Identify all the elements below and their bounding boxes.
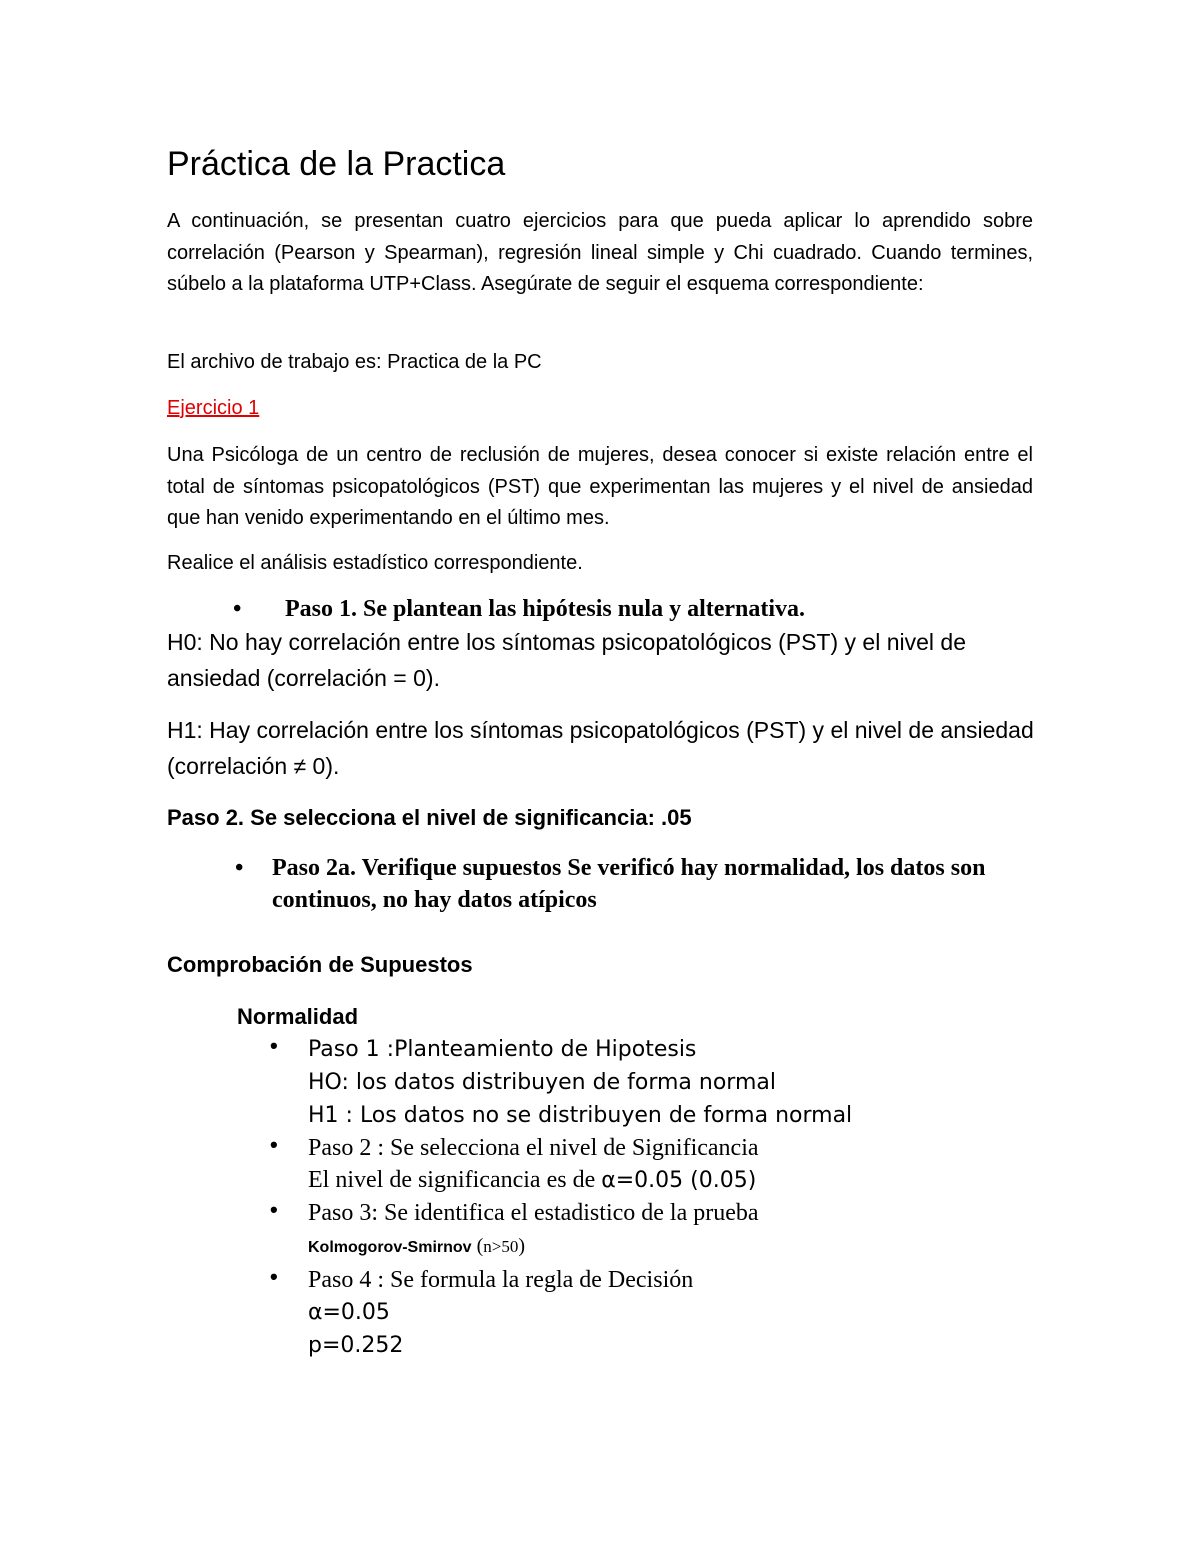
bullet-icon: •	[233, 596, 242, 622]
step-item	[270, 1264, 1068, 1362]
step4-alpha: α=0.05	[308, 1300, 390, 1325]
test-cond-close: )	[518, 1235, 525, 1257]
step3-test	[308, 1229, 1068, 1264]
page-title: Práctica de la Practica	[167, 145, 506, 183]
archivo-line: El archivo de trabajo es: Practica de la PC	[167, 351, 542, 373]
comprobacion-heading: Comprobación de Supuestos	[167, 952, 473, 977]
paso2a-bullet	[235, 852, 1012, 916]
step2-alpha-value: α=0.05 (0.05)	[601, 1168, 757, 1193]
bullet-icon: •	[270, 1197, 278, 1222]
normalidad-steps	[270, 1033, 1068, 1362]
bullet-icon: •	[270, 1264, 278, 1289]
bullet-icon: •	[270, 1132, 278, 1157]
step2-title: Paso 2 : Se selecciona el nivel de Significancia	[308, 1135, 759, 1161]
bullet-icon: •	[235, 855, 244, 881]
step2-significance	[308, 1164, 1068, 1197]
step4-p-value: p=0.252	[308, 1333, 404, 1358]
ejercicio-statement: Una Psicóloga de un centro de reclusión de mujeres, desea conocer si existe relación entre el total de síntomas psicopatológicos (PST) que experimentan las mujeres y el nivel de ansiedad que han venido experimentando en el último mes.	[167, 444, 1033, 529]
normalidad-heading: Normalidad	[237, 1004, 359, 1029]
step4-title: Paso 4 : Se formula la regla de Decisión	[308, 1267, 694, 1293]
step2-prefix: El nivel de significancia es de	[308, 1167, 602, 1193]
paso1-text: Paso 1. Se plantean las hipótesis nula y alternativa.	[285, 596, 806, 622]
paso2a-text: Paso 2a. Verifique supuestos Se verificó hay normalidad, los datos son continuos, no hay datos atípicos	[272, 855, 986, 913]
test-name: Kolmogorov-Smirnov	[308, 1239, 472, 1256]
step1-h0: HO: los datos distribuyen de forma normal	[308, 1070, 776, 1095]
step-item	[270, 1033, 1068, 1132]
intro-paragraph: A continuación, se presentan cuatro ejercicios para que pueda aplicar lo aprendido sobre correlación (Pearson y Spearman), regresión lineal simple y Chi cuadrado. Cuando termines, súbelo a la plataforma UTP+Class. Asegúrate de seguir el esquema correspondiente:	[167, 210, 1033, 295]
h0-hypothesis: H0: No hay correlación entre los síntomas psicopatológicos (PST) y el nivel de ansiedad (correlación = 0).	[167, 629, 966, 691]
step1-h1: H1 : Los datos no se distribuyen de forma normal	[308, 1103, 853, 1128]
h1-hypothesis: H1: Hay correlación entre los síntomas psicopatológicos (PST) y el nivel de ansiedad (correlación ≠ 0).	[167, 717, 1034, 779]
step1-title: Paso 1 :Planteamiento de Hipotesis	[308, 1037, 697, 1062]
step3-title: Paso 3: Se identifica el estadistico de la prueba	[308, 1200, 759, 1226]
step-item	[270, 1197, 1068, 1264]
bullet-icon: •	[270, 1033, 278, 1058]
realice-line: Realice el análisis estadístico correspondiente.	[167, 552, 583, 574]
paso1-bullet	[233, 593, 806, 625]
paso2-heading: Paso 2. Se selecciona el nivel de significancia: .05	[167, 805, 692, 830]
ejercicio-heading: Ejercicio 1	[167, 397, 260, 419]
step-item	[270, 1132, 1068, 1197]
test-cond-open: (	[471, 1235, 484, 1257]
test-condition: n>50	[483, 1237, 519, 1256]
